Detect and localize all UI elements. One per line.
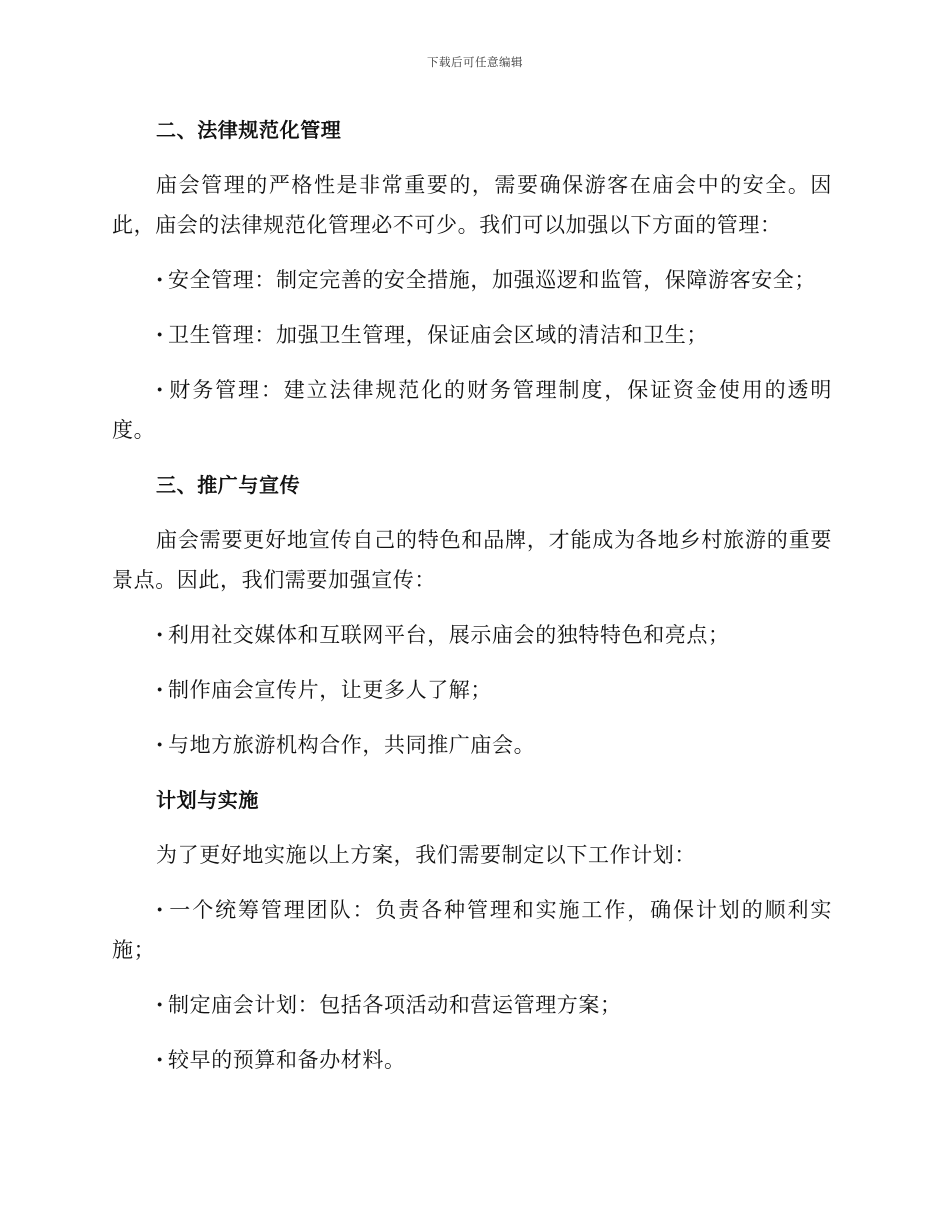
header-note: 下载后可任意编辑	[427, 55, 523, 69]
bullet-item	[112, 1040, 832, 1080]
section-heading: 二、法律规范化管理	[156, 118, 342, 142]
section-plan-implementation	[112, 780, 832, 1080]
bullet-icon: ·	[156, 1047, 164, 1072]
bullet-icon: ·	[156, 267, 164, 292]
bullet-item	[112, 315, 832, 355]
bullet-text: 制定庙会计划：包括各项活动和营运管理方案；	[168, 993, 622, 1017]
bullet-icon: ·	[156, 322, 164, 347]
bullet-icon: ·	[156, 622, 164, 647]
bullet-text: 与地方旅游机构合作，共同推广庙会。	[168, 733, 536, 757]
bullet-icon: ·	[156, 677, 164, 702]
bullet-item	[112, 985, 832, 1025]
bullet-icon: ·	[156, 992, 164, 1017]
bullet-text: 利用社交媒体和互联网平台，展示庙会的独特特色和亮点；	[168, 623, 730, 647]
section-heading: 计划与实施	[156, 788, 259, 812]
bullet-item	[112, 670, 832, 710]
bullet-item	[112, 260, 832, 300]
bullet-item	[112, 890, 832, 970]
bullet-icon: ·	[156, 377, 164, 402]
bullet-text: 一个统筹管理团队：负责各种管理和实施工作，确保计划的顺利实施；	[112, 898, 832, 962]
bullet-item	[112, 370, 832, 450]
bullet-text: 较早的预算和备办材料。	[168, 1048, 406, 1072]
bullet-icon: ·	[156, 732, 164, 757]
bullet-item	[112, 615, 832, 655]
bullet-text: 安全管理：制定完善的安全措施，加强巡逻和监管，保障游客安全；	[168, 268, 816, 292]
bullet-item	[112, 725, 832, 765]
bullet-text: 卫生管理：加强卫生管理，保证庙会区域的清洁和卫生；	[168, 323, 708, 347]
section-intro: 庙会管理的严格性是非常重要的，需要确保游客在庙会中的安全。因此，庙会的法律规范化管理必不可少。我们可以加强以下方面的管理：	[112, 173, 832, 237]
bullet-text: 制作庙会宣传片，让更多人了解；	[168, 678, 492, 702]
document-body	[112, 110, 832, 1080]
section-heading: 三、推广与宣传	[156, 473, 301, 497]
section-intro: 为了更好地实施以上方案，我们需要制定以下工作计划：	[156, 843, 696, 867]
bullet-icon: ·	[156, 897, 164, 922]
section-legal-management	[112, 110, 832, 450]
bullet-text: 财务管理：建立法律规范化的财务管理制度，保证资金使用的透明度。	[112, 378, 832, 442]
section-intro: 庙会需要更好地宣传自己的特色和品牌，才能成为各地乡村旅游的重要景点。因此，我们需要加强宣传：	[112, 528, 832, 592]
section-promotion	[112, 465, 832, 765]
